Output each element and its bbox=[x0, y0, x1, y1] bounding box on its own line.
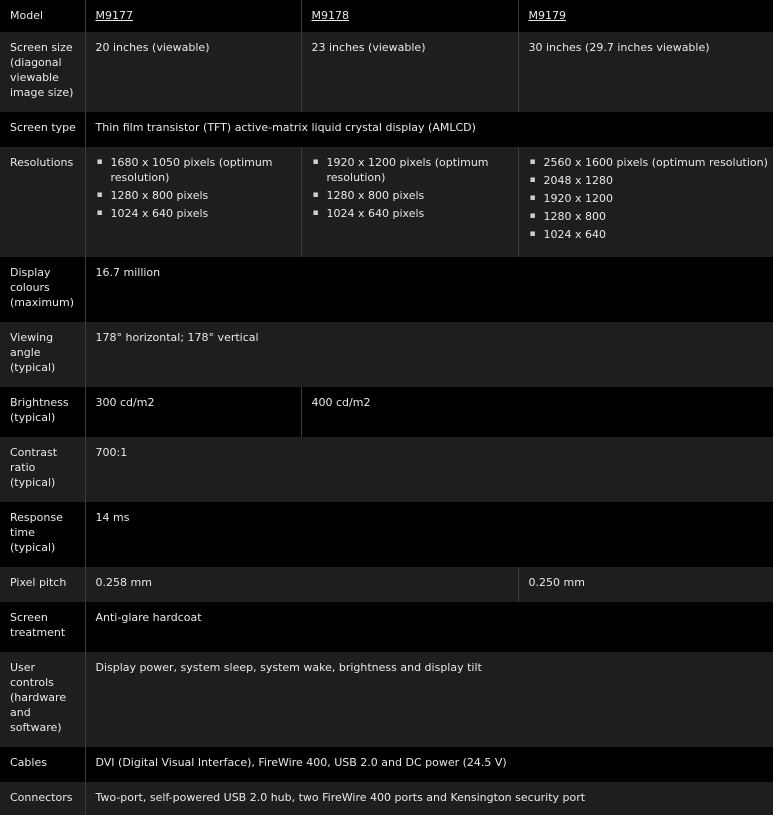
list-item: ▪ 1024 x 640 bbox=[529, 227, 773, 242]
table-row-contrast-ratio bbox=[0, 437, 773, 502]
list-item: ▪ 1920 x 1200 bbox=[529, 191, 773, 206]
list-item: ▪ 1920 x 1200 pixels (optimum resolution) bbox=[312, 155, 518, 185]
model-link-m9179[interactable]: M9179 bbox=[528, 9, 566, 22]
row-label: Response time (typical) bbox=[0, 502, 85, 567]
row-label: Display colours (maximum) bbox=[0, 257, 85, 322]
cell-value bbox=[85, 147, 301, 257]
model-link-m9177[interactable]: M9177 bbox=[95, 9, 133, 22]
list-item: ▪ 2048 x 1280 bbox=[529, 173, 773, 188]
row-label: Resolutions bbox=[0, 147, 85, 257]
cell-value: 20 inches (viewable) bbox=[85, 32, 301, 112]
table-row-display-colours bbox=[0, 257, 773, 322]
cell-value: 14 ms bbox=[85, 502, 773, 567]
cell-value: DVI (Digital Visual Interface), FireWire 400, USB 2.0 and DC power (24.5 V) bbox=[85, 747, 773, 782]
resolution-list-m9177 bbox=[96, 155, 301, 221]
table-row-resolutions bbox=[0, 147, 773, 257]
cell-value: Two-port, self-powered USB 2.0 hub, two FireWire 400 ports and Kensington security port bbox=[85, 782, 773, 815]
resolution-list-m9178 bbox=[312, 155, 518, 221]
cell-value: 16.7 million bbox=[85, 257, 773, 322]
list-item: ▪ 1280 x 800 bbox=[529, 209, 773, 224]
cell-value: 300 cd/m2 bbox=[85, 387, 301, 437]
list-item: ▪ 1024 x 640 pixels bbox=[96, 206, 301, 221]
model-link-m9178[interactable]: M9178 bbox=[311, 9, 349, 22]
table-row-user-controls bbox=[0, 652, 773, 747]
cell-value bbox=[518, 147, 773, 257]
model-m9178-cell bbox=[301, 0, 518, 32]
row-label: Cables bbox=[0, 747, 85, 782]
table-row-screen-size bbox=[0, 32, 773, 112]
table-row-brightness bbox=[0, 387, 773, 437]
cell-value: 178° horizontal; 178° vertical bbox=[85, 322, 773, 387]
cell-value: Display power, system sleep, system wake, brightness and display tilt bbox=[85, 652, 773, 747]
row-label: Screen size (diagonal viewable image size) bbox=[0, 32, 85, 112]
cell-value: 0.250 mm bbox=[518, 567, 773, 602]
row-label: User controls (hardware and software) bbox=[0, 652, 85, 747]
row-label: Screen type bbox=[0, 112, 85, 147]
table-row-viewing-angle bbox=[0, 322, 773, 387]
model-m9179-cell bbox=[518, 0, 773, 32]
cell-value: 700:1 bbox=[85, 437, 773, 502]
list-item: ▪ 2560 x 1600 pixels (optimum resolution) bbox=[529, 155, 773, 170]
list-item: ▪ 1280 x 800 pixels bbox=[312, 188, 518, 203]
cell-value: 0.258 mm bbox=[85, 567, 518, 602]
resolution-list-m9179 bbox=[529, 155, 773, 242]
row-label: Connectors bbox=[0, 782, 85, 815]
list-item: ▪ 1024 x 640 pixels bbox=[312, 206, 518, 221]
row-label: Pixel pitch bbox=[0, 567, 85, 602]
cell-value: Anti-glare hardcoat bbox=[85, 602, 773, 652]
cell-value: 400 cd/m2 bbox=[301, 387, 773, 437]
row-label: Screen treatment bbox=[0, 602, 85, 652]
table-row-screen-treatment bbox=[0, 602, 773, 652]
cell-value bbox=[301, 147, 518, 257]
row-label: Model bbox=[0, 0, 85, 32]
table-row-response-time bbox=[0, 502, 773, 567]
table-row-connectors bbox=[0, 782, 773, 815]
table-row-model bbox=[0, 0, 773, 32]
row-label: Brightness (typical) bbox=[0, 387, 85, 437]
list-item: ▪ 1680 x 1050 pixels (optimum resolution) bbox=[96, 155, 301, 185]
table-row-screen-type bbox=[0, 112, 773, 147]
table-row-cables bbox=[0, 747, 773, 782]
cell-value: 30 inches (29.7 inches viewable) bbox=[518, 32, 773, 112]
model-m9177-cell bbox=[85, 0, 301, 32]
table-row-pixel-pitch bbox=[0, 567, 773, 602]
cell-value: Thin film transistor (TFT) active-matrix liquid crystal display (AMLCD) bbox=[85, 112, 773, 147]
row-label: Contrast ratio (typical) bbox=[0, 437, 85, 502]
list-item: ▪ 1280 x 800 pixels bbox=[96, 188, 301, 203]
cell-value: 23 inches (viewable) bbox=[301, 32, 518, 112]
row-label: Viewing angle (typical) bbox=[0, 322, 85, 387]
